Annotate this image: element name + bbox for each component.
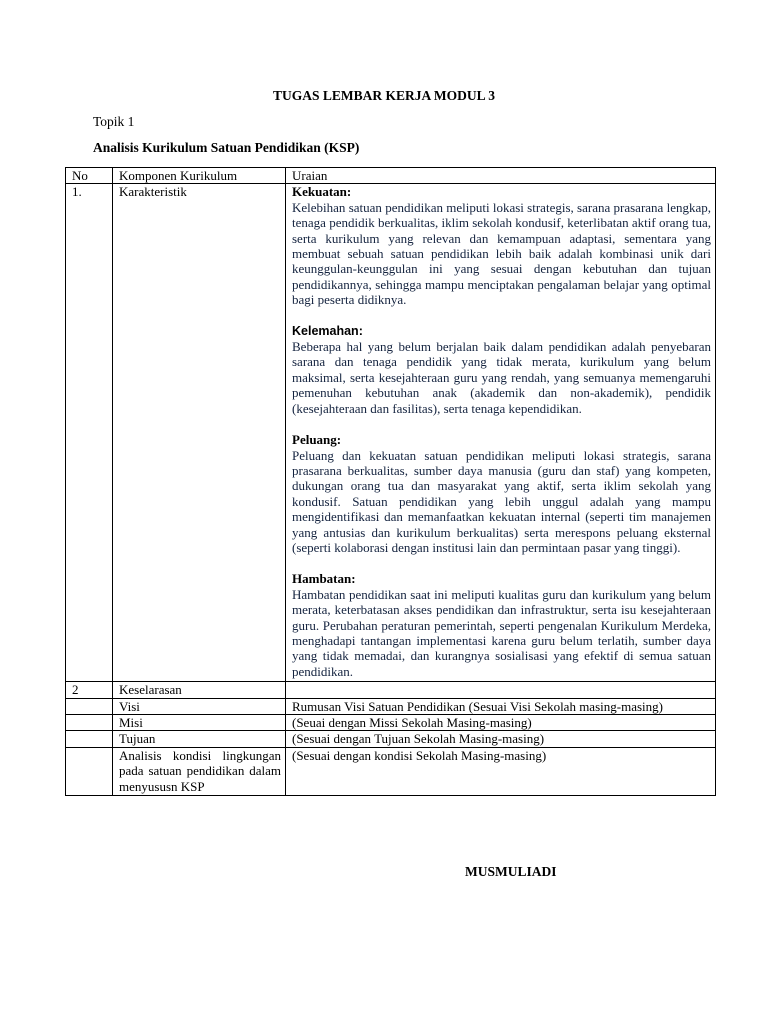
table-row [66, 747, 716, 795]
table-row [66, 682, 716, 698]
row-komponen: Visi [113, 698, 286, 714]
document-title: TUGAS LEMBAR KERJA MODUL 3 [272, 88, 496, 103]
row-uraian [286, 184, 716, 682]
header-uraian: Uraian [286, 168, 716, 184]
kelemahan-heading: Kelemahan: [292, 323, 363, 338]
table-header-row [66, 168, 716, 184]
peluang-heading: Peluang: [292, 432, 342, 448]
row-komponen: Keselarasan [113, 682, 286, 698]
row-no [66, 747, 113, 795]
document-subtitle: Analisis Kurikulum Satuan Pendidikan (KSP) [93, 140, 360, 155]
hambatan-heading: Hambatan: [292, 571, 356, 587]
kelemahan-text: Beberapa hal yang belum berjalan baik dalam pendidikan adalah penyebaran sarana dan tenaga pendidik yang tidak merata, kurikulum yang belum maksimal, serta kesejahteraan guru yang rendah, yang semuanya memengaruhi pemenuhan kebutuhan anak (akademik dan non-akademik), pendidik (kesejahteraan dan fasilitas), serta tenaga kependidikan. [292, 339, 711, 416]
row-uraian: Rumusan Visi Satuan Pendidikan (Sesuai Visi Sekolah masing-masing) [286, 698, 716, 714]
peluang-text: Peluang dan kekuatan satuan pendidikan meliputi lokasi strategis, sarana prasarana berkualitas, sumber daya manusia (guru dan staf) yang kompeten, dukungan orang tua dan masyarakat yang aktif, serta iklim sekolah yang kondusif. Satuan pendidikan yang lebih unggul adalah yang mampu mengidentifikasi dan memanfaatkan kekuatan internal (seperti tim manajemen yang antusias dan kurikulum berkualitas) serta merespons peluang eksternal (seperti kolaborasi dengan institusi lain dan permintaan pasar yang tinggi). [292, 447, 711, 555]
author-name: MUSMULIADI [465, 864, 557, 879]
row-no [66, 731, 113, 747]
row-komponen: Karakteristik [113, 184, 286, 682]
table-row [66, 715, 716, 731]
row-no [66, 698, 113, 714]
row-uraian: (Sesuai dengan Tujuan Sekolah Masing-masing) [286, 731, 716, 747]
table-row [66, 698, 716, 714]
row-uraian: (Seuai dengan Missi Sekolah Masing-masing) [286, 715, 716, 731]
topic-label: Topik 1 [93, 114, 135, 129]
row-komponen: Tujuan [113, 731, 286, 747]
header-komponen: Komponen Kurikulum [113, 168, 286, 184]
row-uraian [286, 682, 716, 698]
table-row [66, 184, 716, 682]
kekuatan-heading: Kekuatan: [292, 184, 352, 200]
row-uraian: (Sesuai dengan kondisi Sekolah Masing-masing) [286, 747, 716, 795]
row-komponen: Misi [113, 715, 286, 731]
kekuatan-text: Kelebihan satuan pendidikan meliputi lokasi strategis, sarana prasarana lengkap, tenaga pendidik berkualitas, iklim sekolah kondusif, keterlibatan aktif orang tua, serta kurikulum yang relevan dan kemampuan adaptasi, sementara yang membuat sebuah satuan pendidikan lebih baik adalah kombinasi unik dari keunggulan-keunggulan ini yang sesuai dengan kebutuhan dan tujuan pendidikannya, sehingga mampu menciptakan pengalaman belajar yang optimal bagi peserta didiknya. [292, 199, 711, 308]
row-komponen: Analisis kondisi lingkungan pada satuan pendidikan dalam menyususn KSP [113, 747, 286, 795]
row-no: 1. [66, 184, 113, 682]
ksp-analysis-table [65, 167, 716, 796]
row-no: 2 [66, 682, 113, 698]
table-row [66, 731, 716, 747]
row-no [66, 715, 113, 731]
header-no: No [66, 168, 113, 184]
hambatan-text: Hambatan pendidikan saat ini meliputi kualitas guru dan kurikulum yang belum merata, keterbatasan akses pendidikan dan infrastruktur, serta isu kesejahteraan guru. Perubahan peraturan pemerintah, seperti pengenalan Kurikulum Merdeka, menghadapi tantangan implementasi karena guru belum terlatih, sumber daya yang tidak memadai, dan kurangnya sosialisasi yang efektif di semua satuan pendidikan. [292, 586, 711, 679]
